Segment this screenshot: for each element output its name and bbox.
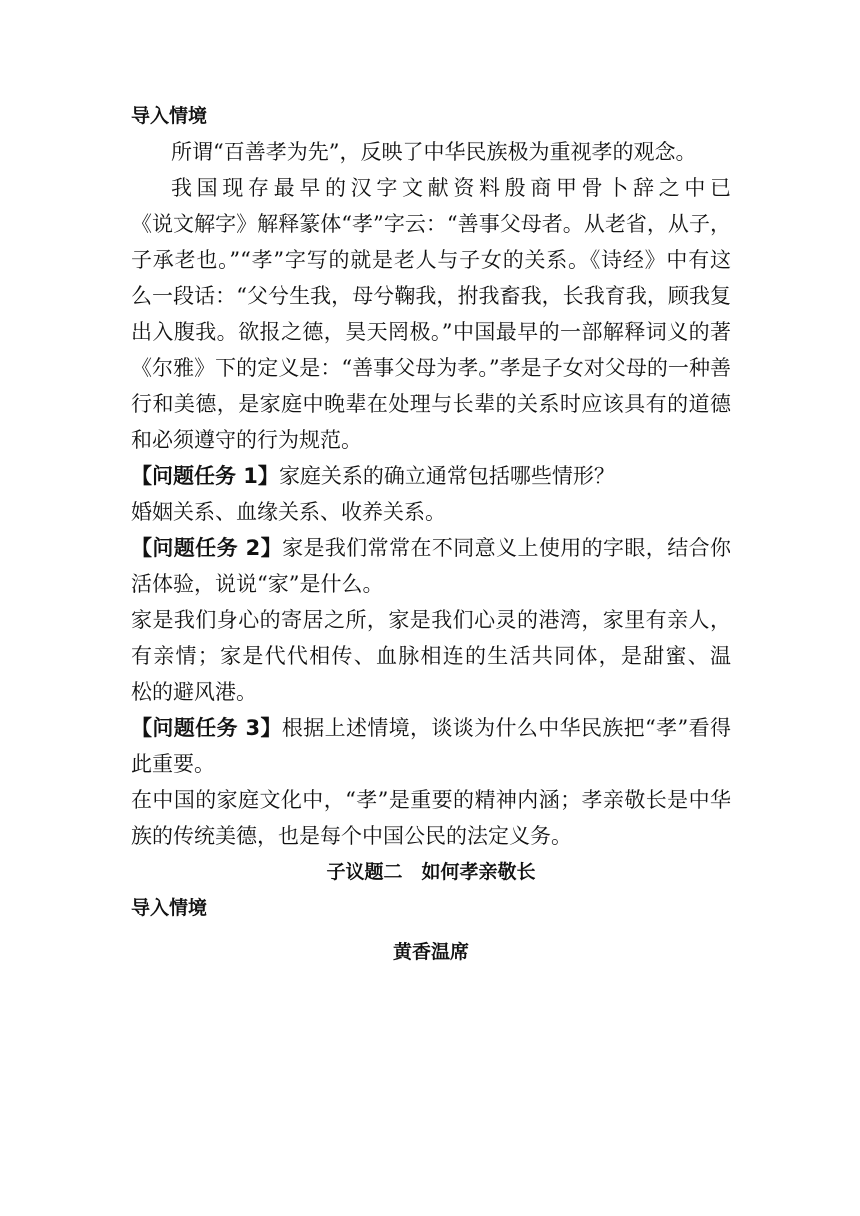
- task-question-text: 根据上述情境，谈谈为什么中华民族把“孝”看得: [281, 716, 731, 740]
- task-question: [131, 530, 731, 566]
- task-answer: 有亲情；家是代代相传、血脉相连的生活共同体，是甜蜜、温: [131, 644, 731, 668]
- task-answer: 在中国的家庭文化中，“孝”是重要的精神内涵；孝亲敬长是中华: [131, 788, 731, 812]
- paragraph-line: 我国现存最早的汉字文献资料殷商甲骨卜辞之中已: [171, 176, 731, 200]
- task-answer: 家是我们身心的寄居之所，家是我们心灵的港湾，家里有亲人，: [131, 608, 731, 632]
- task-tag: 【问题任务 2】: [131, 536, 283, 560]
- paragraph-line: 和必须遵守的行为规范。: [131, 428, 362, 452]
- paragraph-line: 《说文解字》解释篆体“孝”字云：“善事父母者。从老省，从子，: [131, 212, 731, 236]
- paragraph-line: 子承老也。”“孝”字写的就是老人与子女的关系。《诗经》中有这: [131, 248, 731, 272]
- paragraph-line: 出入腹我。欲报之德，昊天罔极。”中国最早的一部解释词义的著: [131, 320, 731, 344]
- paragraph-line: 行和美德，是家庭中晚辈在处理与长辈的关系时应该具有的道德: [131, 392, 731, 416]
- task-question-cont: 活体验，说说“家”是什么。: [131, 572, 384, 596]
- task-answer: 婚姻关系、血缘关系、收养关系。: [131, 500, 446, 524]
- paragraph-line: 《尔雅》下的定义是：“善事父母为孝。”孝是子女对父母的一种善: [131, 356, 731, 380]
- paragraph-line: 么一段话：“父兮生我，母兮鞠我，拊我畜我，长我育我，顾我复: [131, 284, 731, 308]
- subtopic-title: 子议题二 如何孝亲敬长: [326, 861, 536, 883]
- task-tag: 【问题任务 3】: [131, 716, 282, 740]
- section-heading: 导入情境: [131, 897, 208, 919]
- task-question-text: 家是我们常常在不同意义上使用的字眼，结合你: [282, 536, 731, 560]
- section-heading: 导入情境: [131, 105, 208, 127]
- intro-paragraph: 所谓“百善孝为先”，反映了中华民族极为重视孝的观念。: [171, 140, 697, 164]
- story-title: 黄香温席: [392, 941, 469, 963]
- document-page: [131, 98, 731, 970]
- task-answer: 族的传统美德，也是每个中国公民的法定义务。: [131, 824, 572, 848]
- task-question-cont: 此重要。: [131, 752, 215, 776]
- task-question: [131, 458, 731, 494]
- task-question: [131, 710, 731, 746]
- task-question-text: 家庭关系的确立通常包括哪些情形？: [278, 464, 615, 488]
- task-answer: 松的避风港。: [131, 680, 257, 704]
- task-tag: 【问题任务 1】: [131, 464, 279, 488]
